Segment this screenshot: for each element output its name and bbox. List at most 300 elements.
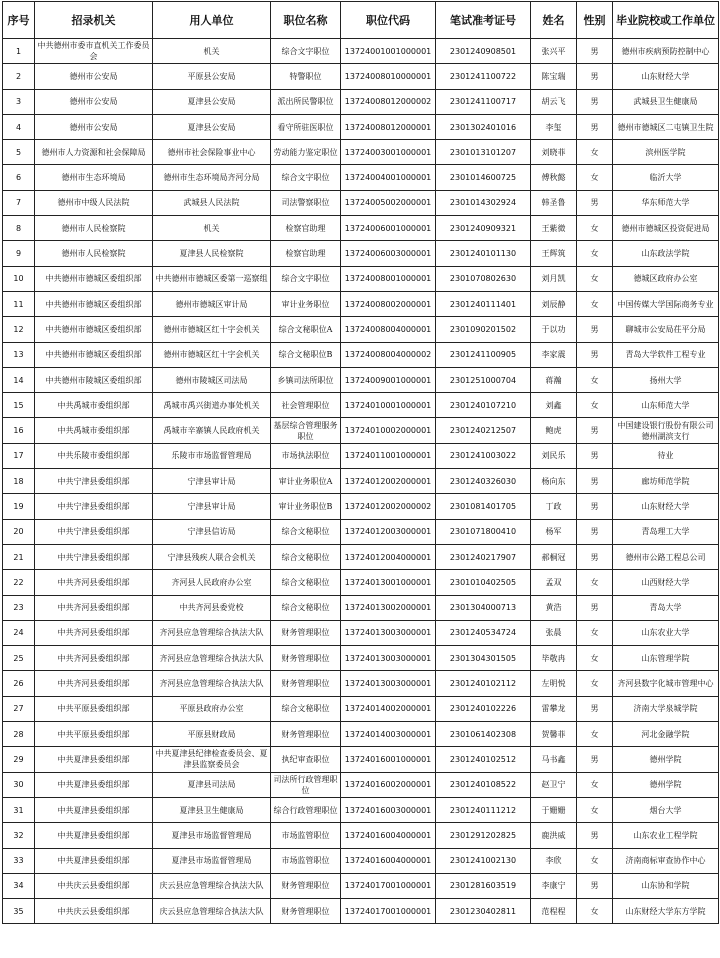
employer-cell: 中共齐河县委党校 [153, 595, 271, 620]
position-name-cell: 综合文秘职位A [271, 317, 341, 342]
position-name-cell: 综合文秘职位 [271, 519, 341, 544]
position-name-cell: 综合文秘职位 [271, 544, 341, 569]
table-row [3, 671, 719, 696]
employer-cell: 平原县财政局 [153, 722, 271, 747]
recruiting-agency-cell: 中共德州市德城区委组织部 [35, 342, 153, 367]
recruiting-agency-cell: 中共庆云县委组织部 [35, 899, 153, 924]
employer-cell: 宁津县审计局 [153, 469, 271, 494]
employer-cell: 夏津县人民检察院 [153, 241, 271, 266]
position-code-cell: 13724010002000001 [341, 418, 436, 443]
gender-cell: 男 [577, 39, 613, 64]
position-name-cell: 综合文秘职位 [271, 696, 341, 721]
name-cell: 左明悦 [531, 671, 577, 696]
employer-cell: 夏津县市场监督管理局 [153, 823, 271, 848]
recruiting-agency-cell: 中共平原县委组织部 [35, 722, 153, 747]
index-cell: 1 [3, 39, 35, 64]
table-row [3, 291, 719, 316]
position-code-cell: 13724013002000001 [341, 595, 436, 620]
name-cell: 李玺 [531, 114, 577, 139]
col-recruiting-agency-header: 招录机关 [35, 2, 153, 39]
gender-cell: 男 [577, 873, 613, 898]
index-cell: 34 [3, 873, 35, 898]
position-name-cell: 派出所民警职位 [271, 89, 341, 114]
exam-ticket-cell: 2301291202825 [436, 823, 531, 848]
table-row [3, 443, 719, 468]
table-row [3, 873, 719, 898]
name-cell: 于姗姗 [531, 797, 577, 822]
employer-cell: 宁津县残疾人联合会机关 [153, 544, 271, 569]
school-or-workplace-cell: 山东财经大学东方学院 [613, 899, 719, 924]
index-cell: 2 [3, 64, 35, 89]
table-row [3, 696, 719, 721]
index-cell: 15 [3, 393, 35, 418]
table-row [3, 848, 719, 873]
gender-cell: 女 [577, 797, 613, 822]
col-employer-header: 用人单位 [153, 2, 271, 39]
exam-ticket-cell: 2301090201502 [436, 317, 531, 342]
index-cell: 5 [3, 140, 35, 165]
position-code-cell: 13724003001000001 [341, 140, 436, 165]
school-or-workplace-cell: 山东农业大学 [613, 620, 719, 645]
recruiting-agency-cell: 中共宁津县委组织部 [35, 544, 153, 569]
employer-cell: 德州市德城区红十字会机关 [153, 342, 271, 367]
table-row [3, 899, 719, 924]
name-cell: 李家震 [531, 342, 577, 367]
index-cell: 14 [3, 367, 35, 392]
position-name-cell: 审计业务职位A [271, 469, 341, 494]
table-row [3, 140, 719, 165]
index-cell: 30 [3, 772, 35, 797]
col-index-header: 序号 [3, 2, 35, 39]
name-cell: 刘月凯 [531, 266, 577, 291]
header-row [3, 2, 719, 39]
exam-ticket-cell: 2301240107210 [436, 393, 531, 418]
recruiting-agency-cell: 中共齐河县委组织部 [35, 570, 153, 595]
employer-cell: 机关 [153, 216, 271, 241]
school-or-workplace-cell: 滨州医学院 [613, 140, 719, 165]
recruiting-agency-cell: 中共齐河县委组织部 [35, 620, 153, 645]
table-row [3, 165, 719, 190]
exam-ticket-cell: 2301240909321 [436, 216, 531, 241]
school-or-workplace-cell: 河北金融学院 [613, 722, 719, 747]
position-name-cell: 综合文秘职位B [271, 342, 341, 367]
index-cell: 22 [3, 570, 35, 595]
school-or-workplace-cell: 济南商标审查协作中心 [613, 848, 719, 873]
school-or-workplace-cell: 齐河县数字化城市管理中心 [613, 671, 719, 696]
position-code-cell: 13724008001000001 [341, 266, 436, 291]
exam-ticket-cell: 2301071800410 [436, 519, 531, 544]
index-cell: 16 [3, 418, 35, 443]
name-cell: 孟双 [531, 570, 577, 595]
recruiting-agency-cell: 中共夏津县委组织部 [35, 747, 153, 772]
exam-ticket-cell: 2301241100717 [436, 89, 531, 114]
position-code-cell: 13724013003000001 [341, 646, 436, 671]
gender-cell: 男 [577, 544, 613, 569]
recruiting-agency-cell: 中共齐河县委组织部 [35, 646, 153, 671]
index-cell: 29 [3, 747, 35, 772]
exam-ticket-cell: 2301240108522 [436, 772, 531, 797]
index-cell: 19 [3, 494, 35, 519]
exam-ticket-cell: 2301241003022 [436, 443, 531, 468]
employer-cell: 夏津县公安局 [153, 89, 271, 114]
employer-cell: 德州市生态环境局齐河分局 [153, 165, 271, 190]
employer-cell: 夏津县司法局 [153, 772, 271, 797]
recruiting-agency-cell: 中共夏津县委组织部 [35, 823, 153, 848]
exam-ticket-cell: 2301281603519 [436, 873, 531, 898]
position-name-cell: 市场监管职位 [271, 823, 341, 848]
gender-cell: 女 [577, 848, 613, 873]
exam-ticket-cell: 2301241100905 [436, 342, 531, 367]
index-cell: 31 [3, 797, 35, 822]
col-position-name-header: 职位名称 [271, 2, 341, 39]
gender-cell: 女 [577, 570, 613, 595]
name-cell: 李欣 [531, 848, 577, 873]
index-cell: 9 [3, 241, 35, 266]
index-cell: 33 [3, 848, 35, 873]
school-or-workplace-cell: 山东师范大学 [613, 393, 719, 418]
recruiting-agency-cell: 德州市人民检察院 [35, 216, 153, 241]
gender-cell: 女 [577, 722, 613, 747]
table-row [3, 747, 719, 772]
col-gender-header: 性别 [577, 2, 613, 39]
position-name-cell: 检察官助理 [271, 216, 341, 241]
position-code-cell: 13724013001000001 [341, 570, 436, 595]
recruiting-agency-cell: 德州市生态环境局 [35, 165, 153, 190]
school-or-workplace-cell: 青岛理工大学 [613, 519, 719, 544]
name-cell: 刘晓菲 [531, 140, 577, 165]
index-cell: 12 [3, 317, 35, 342]
exam-ticket-cell: 2301240102112 [436, 671, 531, 696]
position-name-cell: 市场执法职位 [271, 443, 341, 468]
index-cell: 28 [3, 722, 35, 747]
recruiting-agency-cell: 中共齐河县委组织部 [35, 595, 153, 620]
position-code-cell: 13724016003000001 [341, 797, 436, 822]
school-or-workplace-cell: 青岛大学 [613, 595, 719, 620]
position-name-cell: 财务管理职位 [271, 873, 341, 898]
table-row [3, 595, 719, 620]
name-cell: 雷攀龙 [531, 696, 577, 721]
gender-cell: 女 [577, 620, 613, 645]
exam-ticket-cell: 2301241100722 [436, 64, 531, 89]
table-row [3, 772, 719, 797]
recruiting-agency-cell: 中共禹城市委组织部 [35, 418, 153, 443]
school-or-workplace-cell: 中国传媒大学国际商务专业 [613, 291, 719, 316]
position-code-cell: 13724012002000002 [341, 494, 436, 519]
table-row [3, 266, 719, 291]
gender-cell: 女 [577, 393, 613, 418]
exam-ticket-cell: 2301010402505 [436, 570, 531, 595]
employer-cell: 德州市陵城区司法局 [153, 367, 271, 392]
index-cell: 6 [3, 165, 35, 190]
position-code-cell: 13724008012000002 [341, 89, 436, 114]
exam-ticket-cell: 2301304000713 [436, 595, 531, 620]
recruiting-agency-cell: 中共平原县委组织部 [35, 696, 153, 721]
recruitment-table [2, 1, 719, 924]
col-exam-ticket-header: 笔试准考证号 [436, 2, 531, 39]
school-or-workplace-cell: 廊坊师范学院 [613, 469, 719, 494]
exam-ticket-cell: 2301240326030 [436, 469, 531, 494]
position-name-cell: 综合行政管理职位 [271, 797, 341, 822]
position-name-cell: 财务管理职位 [271, 722, 341, 747]
exam-ticket-cell: 2301013101207 [436, 140, 531, 165]
exam-ticket-cell: 2301302401016 [436, 114, 531, 139]
table-row [3, 570, 719, 595]
school-or-workplace-cell: 武城县卫生健康局 [613, 89, 719, 114]
position-code-cell: 13724016004000001 [341, 823, 436, 848]
recruiting-agency-cell: 中共德州市陵城区委组织部 [35, 367, 153, 392]
index-cell: 13 [3, 342, 35, 367]
position-name-cell: 看守所驻医职位 [271, 114, 341, 139]
table-row [3, 494, 719, 519]
school-or-workplace-cell: 山东协和学院 [613, 873, 719, 898]
table-row [3, 393, 719, 418]
position-code-cell: 13724008004000002 [341, 342, 436, 367]
position-name-cell: 综合文秘职位 [271, 595, 341, 620]
exam-ticket-cell: 2301240102226 [436, 696, 531, 721]
index-cell: 26 [3, 671, 35, 696]
name-cell: 丁政 [531, 494, 577, 519]
position-code-cell: 13724010001000001 [341, 393, 436, 418]
table-row [3, 823, 719, 848]
recruiting-agency-cell: 中共宁津县委组织部 [35, 519, 153, 544]
recruiting-agency-cell: 中共庆云县委组织部 [35, 873, 153, 898]
name-cell: 张兴平 [531, 39, 577, 64]
name-cell: 鹿洪威 [531, 823, 577, 848]
gender-cell: 女 [577, 772, 613, 797]
employer-cell: 德州市德城区审计局 [153, 291, 271, 316]
school-or-workplace-cell: 待业 [613, 443, 719, 468]
gender-cell: 男 [577, 64, 613, 89]
table-row [3, 317, 719, 342]
index-cell: 8 [3, 216, 35, 241]
table-row [3, 646, 719, 671]
gender-cell: 男 [577, 89, 613, 114]
name-cell: 杨军 [531, 519, 577, 544]
employer-cell: 夏津县卫生健康局 [153, 797, 271, 822]
position-code-cell: 13724016004000001 [341, 848, 436, 873]
employer-cell: 齐河县应急管理综合执法大队 [153, 620, 271, 645]
employer-cell: 平原县公安局 [153, 64, 271, 89]
employer-cell: 庆云县应急管理综合执法大队 [153, 899, 271, 924]
name-cell: 刘鑫 [531, 393, 577, 418]
position-name-cell: 综合文秘职位 [271, 570, 341, 595]
employer-cell: 宁津县信访局 [153, 519, 271, 544]
recruiting-agency-cell: 德州市公安局 [35, 114, 153, 139]
name-cell: 刘民乐 [531, 443, 577, 468]
position-name-cell: 社会管理职位 [271, 393, 341, 418]
name-cell: 贺馨菲 [531, 722, 577, 747]
school-or-workplace-cell: 聊城市公安局茌平分局 [613, 317, 719, 342]
position-code-cell: 13724012002000001 [341, 469, 436, 494]
position-name-cell: 财务管理职位 [271, 671, 341, 696]
name-cell: 胡云飞 [531, 89, 577, 114]
position-name-cell: 综合文字职位 [271, 39, 341, 64]
school-or-workplace-cell: 山东财经大学 [613, 64, 719, 89]
col-position-code-header: 职位代码 [341, 2, 436, 39]
school-or-workplace-cell: 德州市德城区投资促进局 [613, 216, 719, 241]
table-row [3, 64, 719, 89]
position-code-cell: 13724012004000001 [341, 544, 436, 569]
exam-ticket-cell: 2301240908501 [436, 39, 531, 64]
name-cell: 刘辰静 [531, 291, 577, 316]
recruiting-agency-cell: 德州市人民检察院 [35, 241, 153, 266]
gender-cell: 男 [577, 443, 613, 468]
index-cell: 27 [3, 696, 35, 721]
col-school-or-workplace-header: 毕业院校或工作单位 [613, 2, 719, 39]
name-cell: 范程程 [531, 899, 577, 924]
index-cell: 3 [3, 89, 35, 114]
position-name-cell: 特警职位 [271, 64, 341, 89]
table-row [3, 519, 719, 544]
position-code-cell: 13724012003000001 [341, 519, 436, 544]
position-name-cell: 综合文字职位 [271, 165, 341, 190]
position-name-cell: 财务管理职位 [271, 899, 341, 924]
index-cell: 18 [3, 469, 35, 494]
position-name-cell: 乡镇司法所职位 [271, 367, 341, 392]
recruiting-agency-cell: 德州市公安局 [35, 64, 153, 89]
gender-cell: 女 [577, 216, 613, 241]
position-code-cell: 13724011001000001 [341, 443, 436, 468]
recruiting-agency-cell: 中共德州市德城区委组织部 [35, 317, 153, 342]
table-row [3, 544, 719, 569]
employer-cell: 庆云县应急管理综合执法大队 [153, 873, 271, 898]
school-or-workplace-cell: 临沂大学 [613, 165, 719, 190]
school-or-workplace-cell: 德州市德城区二屯镇卫生院 [613, 114, 719, 139]
position-name-cell: 审计业务职位 [271, 291, 341, 316]
position-name-cell: 执纪审查职位 [271, 747, 341, 772]
recruiting-agency-cell: 中共禹城市委组织部 [35, 393, 153, 418]
gender-cell: 男 [577, 469, 613, 494]
index-cell: 32 [3, 823, 35, 848]
school-or-workplace-cell: 青岛大学软件工程专业 [613, 342, 719, 367]
position-name-cell: 检察官助理 [271, 241, 341, 266]
gender-cell: 女 [577, 140, 613, 165]
position-name-cell: 财务管理职位 [271, 646, 341, 671]
gender-cell: 男 [577, 190, 613, 215]
position-code-cell: 13724008012000001 [341, 114, 436, 139]
col-name-header: 姓名 [531, 2, 577, 39]
school-or-workplace-cell: 华东师范大学 [613, 190, 719, 215]
employer-cell: 齐河县应急管理综合执法大队 [153, 671, 271, 696]
employer-cell: 中共德州市德城区委第一巡察组 [153, 266, 271, 291]
table-row [3, 620, 719, 645]
position-code-cell: 13724013003000001 [341, 671, 436, 696]
position-code-cell: 13724013003000001 [341, 620, 436, 645]
exam-ticket-cell: 2301240217907 [436, 544, 531, 569]
gender-cell: 女 [577, 165, 613, 190]
employer-cell: 齐河县人民政府办公室 [153, 570, 271, 595]
name-cell: 赵卫宁 [531, 772, 577, 797]
recruiting-agency-cell: 中共宁津县委组织部 [35, 494, 153, 519]
exam-ticket-cell: 2301240111212 [436, 797, 531, 822]
position-name-cell: 审计业务职位B [271, 494, 341, 519]
table-row [3, 469, 719, 494]
exam-ticket-cell: 2301070802630 [436, 266, 531, 291]
position-code-cell: 13724017001000001 [341, 873, 436, 898]
name-cell: 王辉筑 [531, 241, 577, 266]
gender-cell: 男 [577, 494, 613, 519]
name-cell: 毕敬冉 [531, 646, 577, 671]
gender-cell: 男 [577, 595, 613, 620]
exam-ticket-cell: 2301081401705 [436, 494, 531, 519]
index-cell: 25 [3, 646, 35, 671]
position-name-cell: 司法警察职位 [271, 190, 341, 215]
gender-cell: 男 [577, 418, 613, 443]
school-or-workplace-cell: 山东农业工程学院 [613, 823, 719, 848]
name-cell: 傅秋懿 [531, 165, 577, 190]
table-row [3, 89, 719, 114]
recruiting-agency-cell: 德州市人力资源和社会保障局 [35, 140, 153, 165]
table-row [3, 114, 719, 139]
recruiting-agency-cell: 中共齐河县委组织部 [35, 671, 153, 696]
index-cell: 21 [3, 544, 35, 569]
school-or-workplace-cell: 德州学院 [613, 772, 719, 797]
name-cell: 陈宝瑞 [531, 64, 577, 89]
table-row [3, 797, 719, 822]
position-code-cell: 13724016001000001 [341, 747, 436, 772]
employer-cell: 禹城市辛寨镇人民政府机关 [153, 418, 271, 443]
school-or-workplace-cell: 德州学院 [613, 747, 719, 772]
index-cell: 11 [3, 291, 35, 316]
gender-cell: 男 [577, 823, 613, 848]
exam-ticket-cell: 2301240101130 [436, 241, 531, 266]
employer-cell: 乐陵市市场监督管理局 [153, 443, 271, 468]
index-cell: 20 [3, 519, 35, 544]
index-cell: 7 [3, 190, 35, 215]
index-cell: 10 [3, 266, 35, 291]
position-code-cell: 13724008004000001 [341, 317, 436, 342]
table-row [3, 241, 719, 266]
index-cell: 4 [3, 114, 35, 139]
name-cell: 于以功 [531, 317, 577, 342]
recruiting-agency-cell: 德州市公安局 [35, 89, 153, 114]
position-name-cell: 市场监管职位 [271, 848, 341, 873]
index-cell: 17 [3, 443, 35, 468]
table-row [3, 722, 719, 747]
employer-cell: 机关 [153, 39, 271, 64]
position-code-cell: 13724016002000001 [341, 772, 436, 797]
employer-cell: 禹城市禹兴街道办事处机关 [153, 393, 271, 418]
exam-ticket-cell: 2301230402811 [436, 899, 531, 924]
position-code-cell: 13724017001000001 [341, 899, 436, 924]
school-or-workplace-cell: 扬州大学 [613, 367, 719, 392]
employer-cell: 夏津县市场监督管理局 [153, 848, 271, 873]
position-code-cell: 13724014003000001 [341, 722, 436, 747]
school-or-workplace-cell: 山东财经大学 [613, 494, 719, 519]
gender-cell: 女 [577, 241, 613, 266]
exam-ticket-cell: 2301241002130 [436, 848, 531, 873]
position-name-cell: 财务管理职位 [271, 620, 341, 645]
recruiting-agency-cell: 中共夏津县委组织部 [35, 797, 153, 822]
name-cell: 郝桐冠 [531, 544, 577, 569]
exam-ticket-cell: 2301061402308 [436, 722, 531, 747]
index-cell: 35 [3, 899, 35, 924]
school-or-workplace-cell: 德城区政府办公室 [613, 266, 719, 291]
recruiting-agency-cell: 中共德州市德城区委组织部 [35, 291, 153, 316]
name-cell: 王紫微 [531, 216, 577, 241]
recruiting-agency-cell: 中共德州市委市直机关工作委员会 [35, 39, 153, 64]
gender-cell: 男 [577, 114, 613, 139]
employer-cell: 中共夏津县纪律检查委员会、夏津县监察委员会 [153, 747, 271, 772]
position-code-cell: 13724014002000001 [341, 696, 436, 721]
gender-cell: 男 [577, 696, 613, 721]
exam-ticket-cell: 2301240111401 [436, 291, 531, 316]
index-cell: 23 [3, 595, 35, 620]
exam-ticket-cell: 2301240102512 [436, 747, 531, 772]
position-code-cell: 13724008010000001 [341, 64, 436, 89]
gender-cell: 男 [577, 747, 613, 772]
table-row [3, 216, 719, 241]
